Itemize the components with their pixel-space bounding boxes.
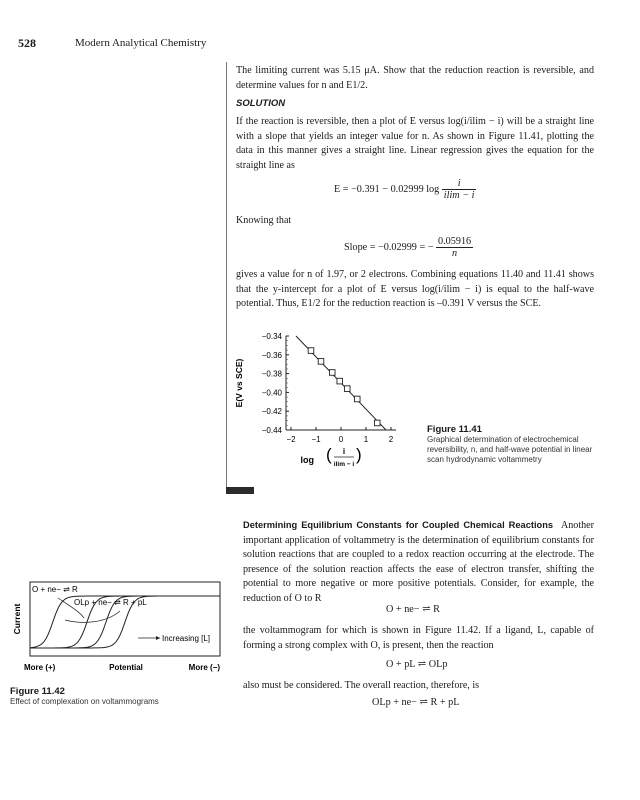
- x-axis-label-num: i: [342, 447, 346, 456]
- x-axis-label-paren-open: (: [326, 445, 332, 464]
- example-end-bar: [226, 487, 254, 494]
- x-tick-label: −2: [286, 435, 296, 444]
- x-axis-label-log: log: [300, 455, 314, 465]
- data-point: [329, 370, 335, 376]
- x-axis-label-potential: Potential: [109, 663, 143, 672]
- equation-regression: [334, 178, 476, 201]
- data-point: [318, 359, 324, 365]
- eq1-fraction: [442, 178, 477, 201]
- x-left-label: More (+): [24, 663, 56, 672]
- figure-11-41-chart: [226, 326, 426, 478]
- figure-11-41-label: Figure 11.41: [427, 424, 482, 435]
- y-tick-label: −0.40: [261, 388, 282, 398]
- y-tick-label: −0.44: [261, 426, 282, 435]
- section-para-2-block: [243, 624, 594, 653]
- section-para-3-block: [243, 679, 594, 694]
- eq1-denominator: ilim − i: [443, 190, 475, 201]
- equation-overall: OLp + ne− ⇌ R + pL: [372, 697, 460, 708]
- y-tick-label: −0.38: [261, 369, 282, 379]
- x-axis-label-paren-close: ): [356, 445, 362, 464]
- figure-11-42-label: Figure 11.42: [10, 686, 65, 697]
- y-tick-label: −0.36: [261, 350, 282, 360]
- figure-11-42-chart: [10, 578, 222, 678]
- y-axis-label-current: Current: [12, 603, 22, 635]
- solution-para-2-text: gives a value for n of 1.97, or 2 electrons. Combining equations 11.40 and 11.41 shows that the y-intercept for a plot of E versus log(i/ilim − i) is equal to the half-wave potential. Thus, E1/2 for the reduction reaction is –0.391 V versus the SCE.: [236, 269, 594, 310]
- annotation-arrowhead: [156, 636, 160, 640]
- eq2-denominator: n: [452, 248, 458, 259]
- figure-11-41-text: Graphical determination of electrochemical reversibility, n, and half-wave potential in linear scan hydrodynamic voltammetry: [427, 435, 593, 464]
- y-tick-label: −0.42: [261, 407, 282, 417]
- figure-11-41-caption: [427, 424, 597, 465]
- section-para-3: also must be considered. The overall reaction, therefore, is: [243, 680, 480, 691]
- data-point: [308, 348, 314, 354]
- x-tick-label: −1: [311, 435, 321, 444]
- data-point: [344, 386, 350, 392]
- x-tick-label: 1: [363, 435, 369, 444]
- solution-para-2: [236, 268, 594, 312]
- solution-heading: SOLUTION: [236, 98, 286, 109]
- eq2-left: Slope = −0.02999 = −: [344, 241, 434, 253]
- pointer-1: [65, 611, 120, 622]
- data-point: [337, 378, 343, 384]
- eq2-numerator: 0.05916: [438, 236, 472, 247]
- running-title: Modern Analytical Chemistry: [75, 37, 207, 49]
- x-tick-label: 0: [338, 435, 344, 444]
- equation-complex: O + pL ⇌ OLp: [386, 659, 448, 670]
- equation-o-to-r: O + ne− ⇌ R: [386, 604, 440, 615]
- increasing-l-annotation: Increasing [L]: [162, 634, 211, 643]
- data-point: [374, 420, 380, 426]
- section-block: [243, 518, 594, 607]
- solution-para-1-text: If the reaction is reversible, then a plot of E versus log(i/ilim − i) will be a straight line with a slope that yields an integer value for n. As shown in Figure 11.41, plotting the data in this manner gives a straight line. Linear regression gives the equation for the straight line as: [236, 116, 594, 171]
- problem-text: The limiting current was 5.15 μA. Show that the reduction reaction is reversible, and determine values for n and E1/2.: [236, 65, 594, 91]
- example-problem: [236, 64, 594, 93]
- knowing-that: Knowing that: [236, 215, 292, 226]
- x-right-label: More (−): [188, 663, 220, 672]
- section-para-1: Another important application of voltammetry is the determination of equilibrium constants for solution reactions that are coupled to a redox reaction occurring at the electrode. The presence of the solution reaction affects the ease of electron transfer, shifting the potential to more negative or more positive potentials. Consider, for example, the reduction of O to R: [243, 520, 595, 604]
- reaction-2-label: OLp + ne− ⇌ R + pL: [74, 598, 147, 607]
- eq1-left: E = −0.391 − 0.02999 log: [334, 183, 440, 195]
- eq1-numerator: i: [442, 178, 477, 190]
- y-tick-label: −0.34: [261, 332, 282, 341]
- data-point: [354, 396, 360, 402]
- x-axis-label-den: ilim − i: [333, 461, 355, 468]
- reaction-1-label: O + ne− ⇌ R: [32, 585, 78, 594]
- page-number: 528: [18, 36, 36, 50]
- equation-slope: [344, 236, 473, 259]
- figure-11-42-caption: [10, 686, 220, 707]
- figure-11-42-text: Effect of complexation on voltammograms: [10, 697, 159, 706]
- section-heading: Determining Equilibrium Constants for Coupled Chemical Reactions: [243, 520, 554, 530]
- section-para-2: the voltammogram for which is shown in Figure 11.42. If a ligand, L, capable of forming a strong complex with O, is present, then the reaction: [243, 625, 594, 651]
- eq2-fraction: [436, 236, 473, 259]
- x-tick-label: 2: [388, 435, 394, 444]
- y-axis-label: E(V vs SCE): [234, 358, 244, 408]
- solution-para-1: [236, 115, 594, 173]
